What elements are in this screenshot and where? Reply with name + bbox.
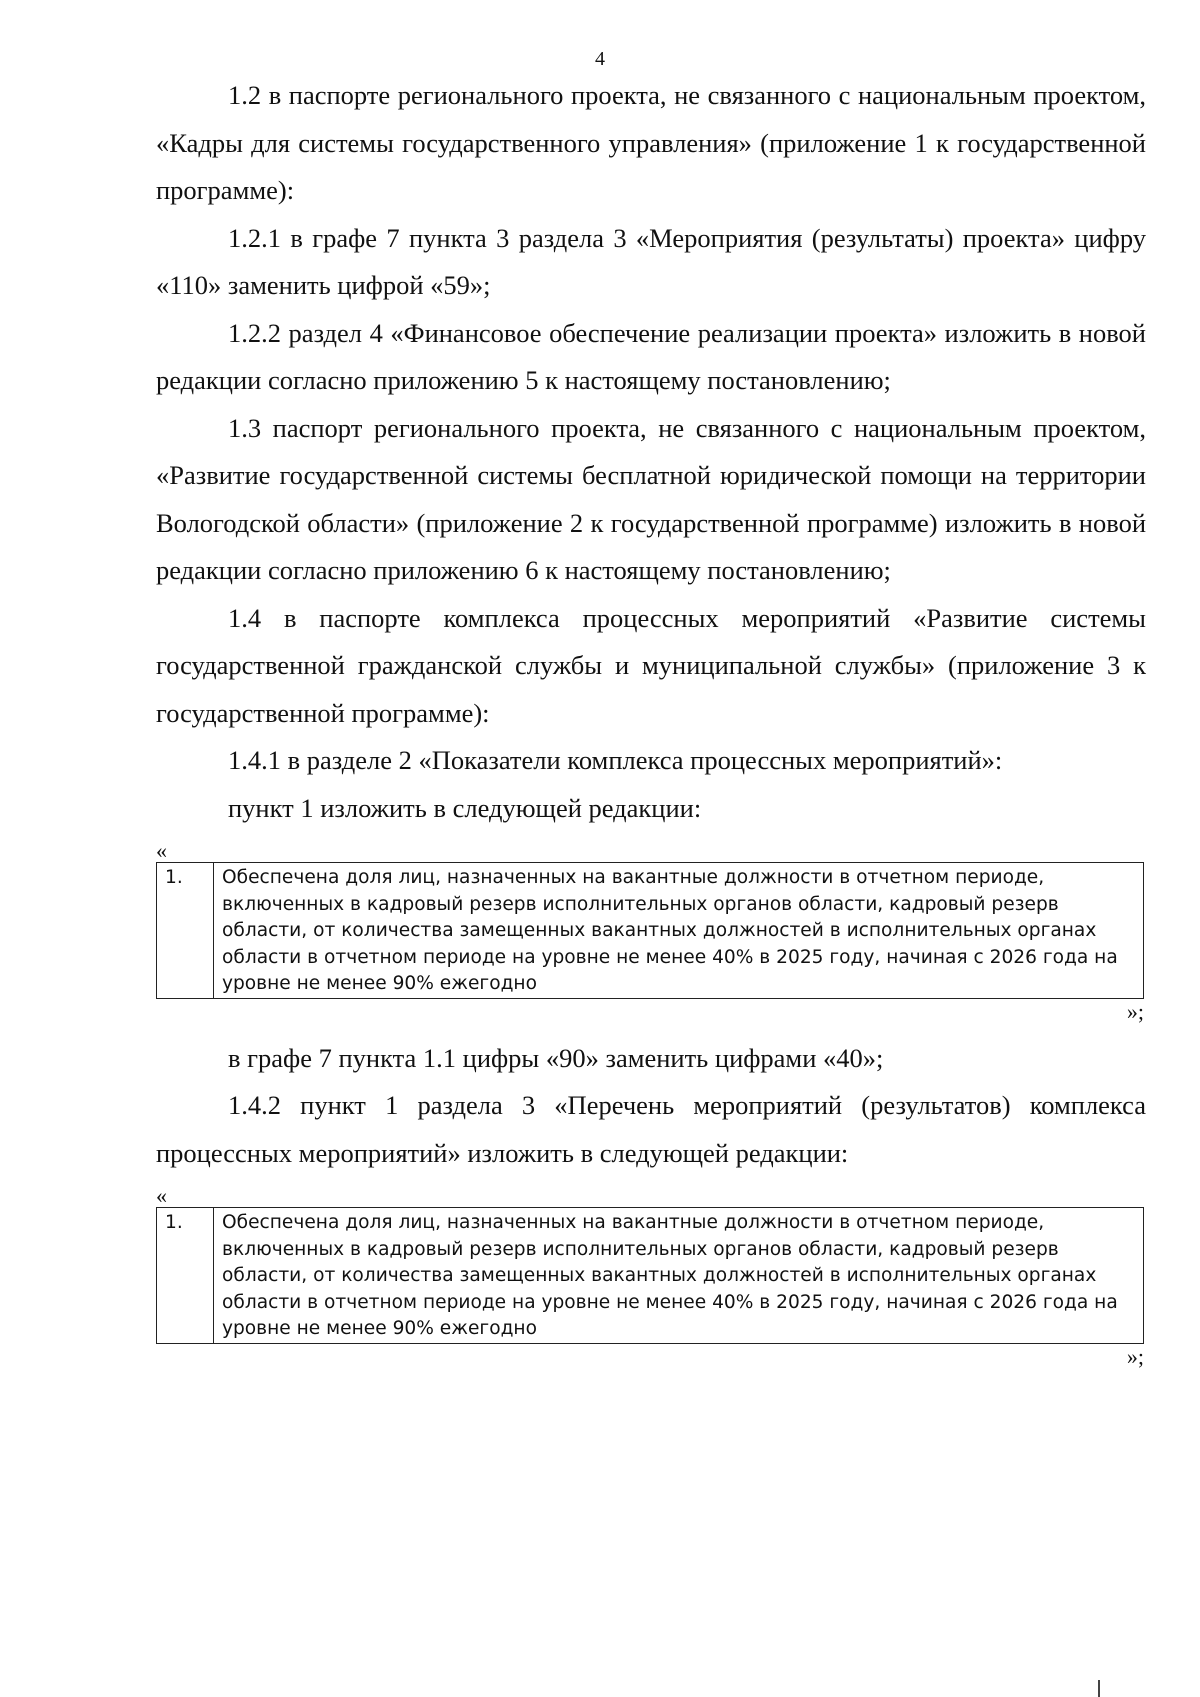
paragraph-1-2-1: 1.2.1 в графе 7 пункта 3 раздела 3 «Мероприятия (результаты) проекта» цифру «110» заменить цифрой «59»; [156,222,1146,300]
table-cell-text: Обеспечена доля лиц, назначенных на вакантные должности в отчетном периоде, включенных в кадровый резерв исполнительных органов области, кадровый резерв области, от количества замещенных вакантных должностей в исполнительных органах области в отчетном периоде на уровне не менее 40% в 2025 году, начиная с 2026 года на уровне не менее 90% ежегодно [214,863,1144,999]
paragraph-1-2: 1.2 в паспорте регионального проекта, не связанного с национальным проектом, «Кадры для системы государственного управления» (приложение 1 к государственной программе): [156,80,1146,205]
quote-open-mark-2: « [156,1183,167,1208]
document-body [156,72,1146,1370]
scan-edge-mark [1098,1680,1100,1697]
quoted-table-2 [156,1207,1144,1344]
quote-open-mark-1: « [156,838,167,863]
paragraph-1-4-2: 1.4.2 пункт 1 раздела 3 «Перечень мероприятий (результатов) комплекса процессных мероприятий» изложить в следующей редакции: [156,1090,1146,1168]
paragraph-point-1-intro: пункт 1 изложить в следующей редакции: [228,792,702,823]
paragraph-1-4-1: 1.4.1 в разделе 2 «Показатели комплекса процессных мероприятий»: [228,745,1003,775]
paragraph-1-4: 1.4 в паспорте комплекса процессных мероприятий «Развитие системы государственной гражданской службы и муниципальной службы» (приложение 3 к государственной программе): [156,602,1146,728]
quote-close-mark-2: »; [1126,1343,1144,1369]
table-cell-number: 1. [157,1208,214,1344]
table-row [157,863,1144,999]
paragraph-1-2-2: 1.2.2 раздел 4 «Финансовое обеспечение реализации проекта» изложить в новой редакции согласно приложению 5 к настоящему постановлению; [156,317,1146,395]
table-cell-text: Обеспечена доля лиц, назначенных на вакантные должности в отчетном периоде, включенных в кадровый резерв исполнительных органов области, кадровый резерв области, от количества замещенных вакантных должностей в исполнительных органах области в отчетном периоде на уровне не менее 40% в 2025 году, начиная с 2026 года на уровне не менее 90% ежегодно [214,1208,1144,1344]
quoted-table-1 [156,862,1144,999]
table-cell-number: 1. [157,863,214,999]
quote-close-mark-1: »; [1126,998,1144,1024]
table-row [157,1208,1144,1344]
page-number: 4 [595,48,605,70]
paragraph-1-3: 1.3 паспорт регионального проекта, не связанного с национальным проектом, «Развитие государственной системы бесплатной юридической помощи на территории Вологодской области» (приложение 2 к государственной программе) изложить в новой редакции согласно приложению 6 к настоящему постановлению; [156,412,1146,585]
paragraph-column-7-change: в графе 7 пункта 1.1 цифры «90» заменить цифрами «40»; [228,1042,884,1073]
